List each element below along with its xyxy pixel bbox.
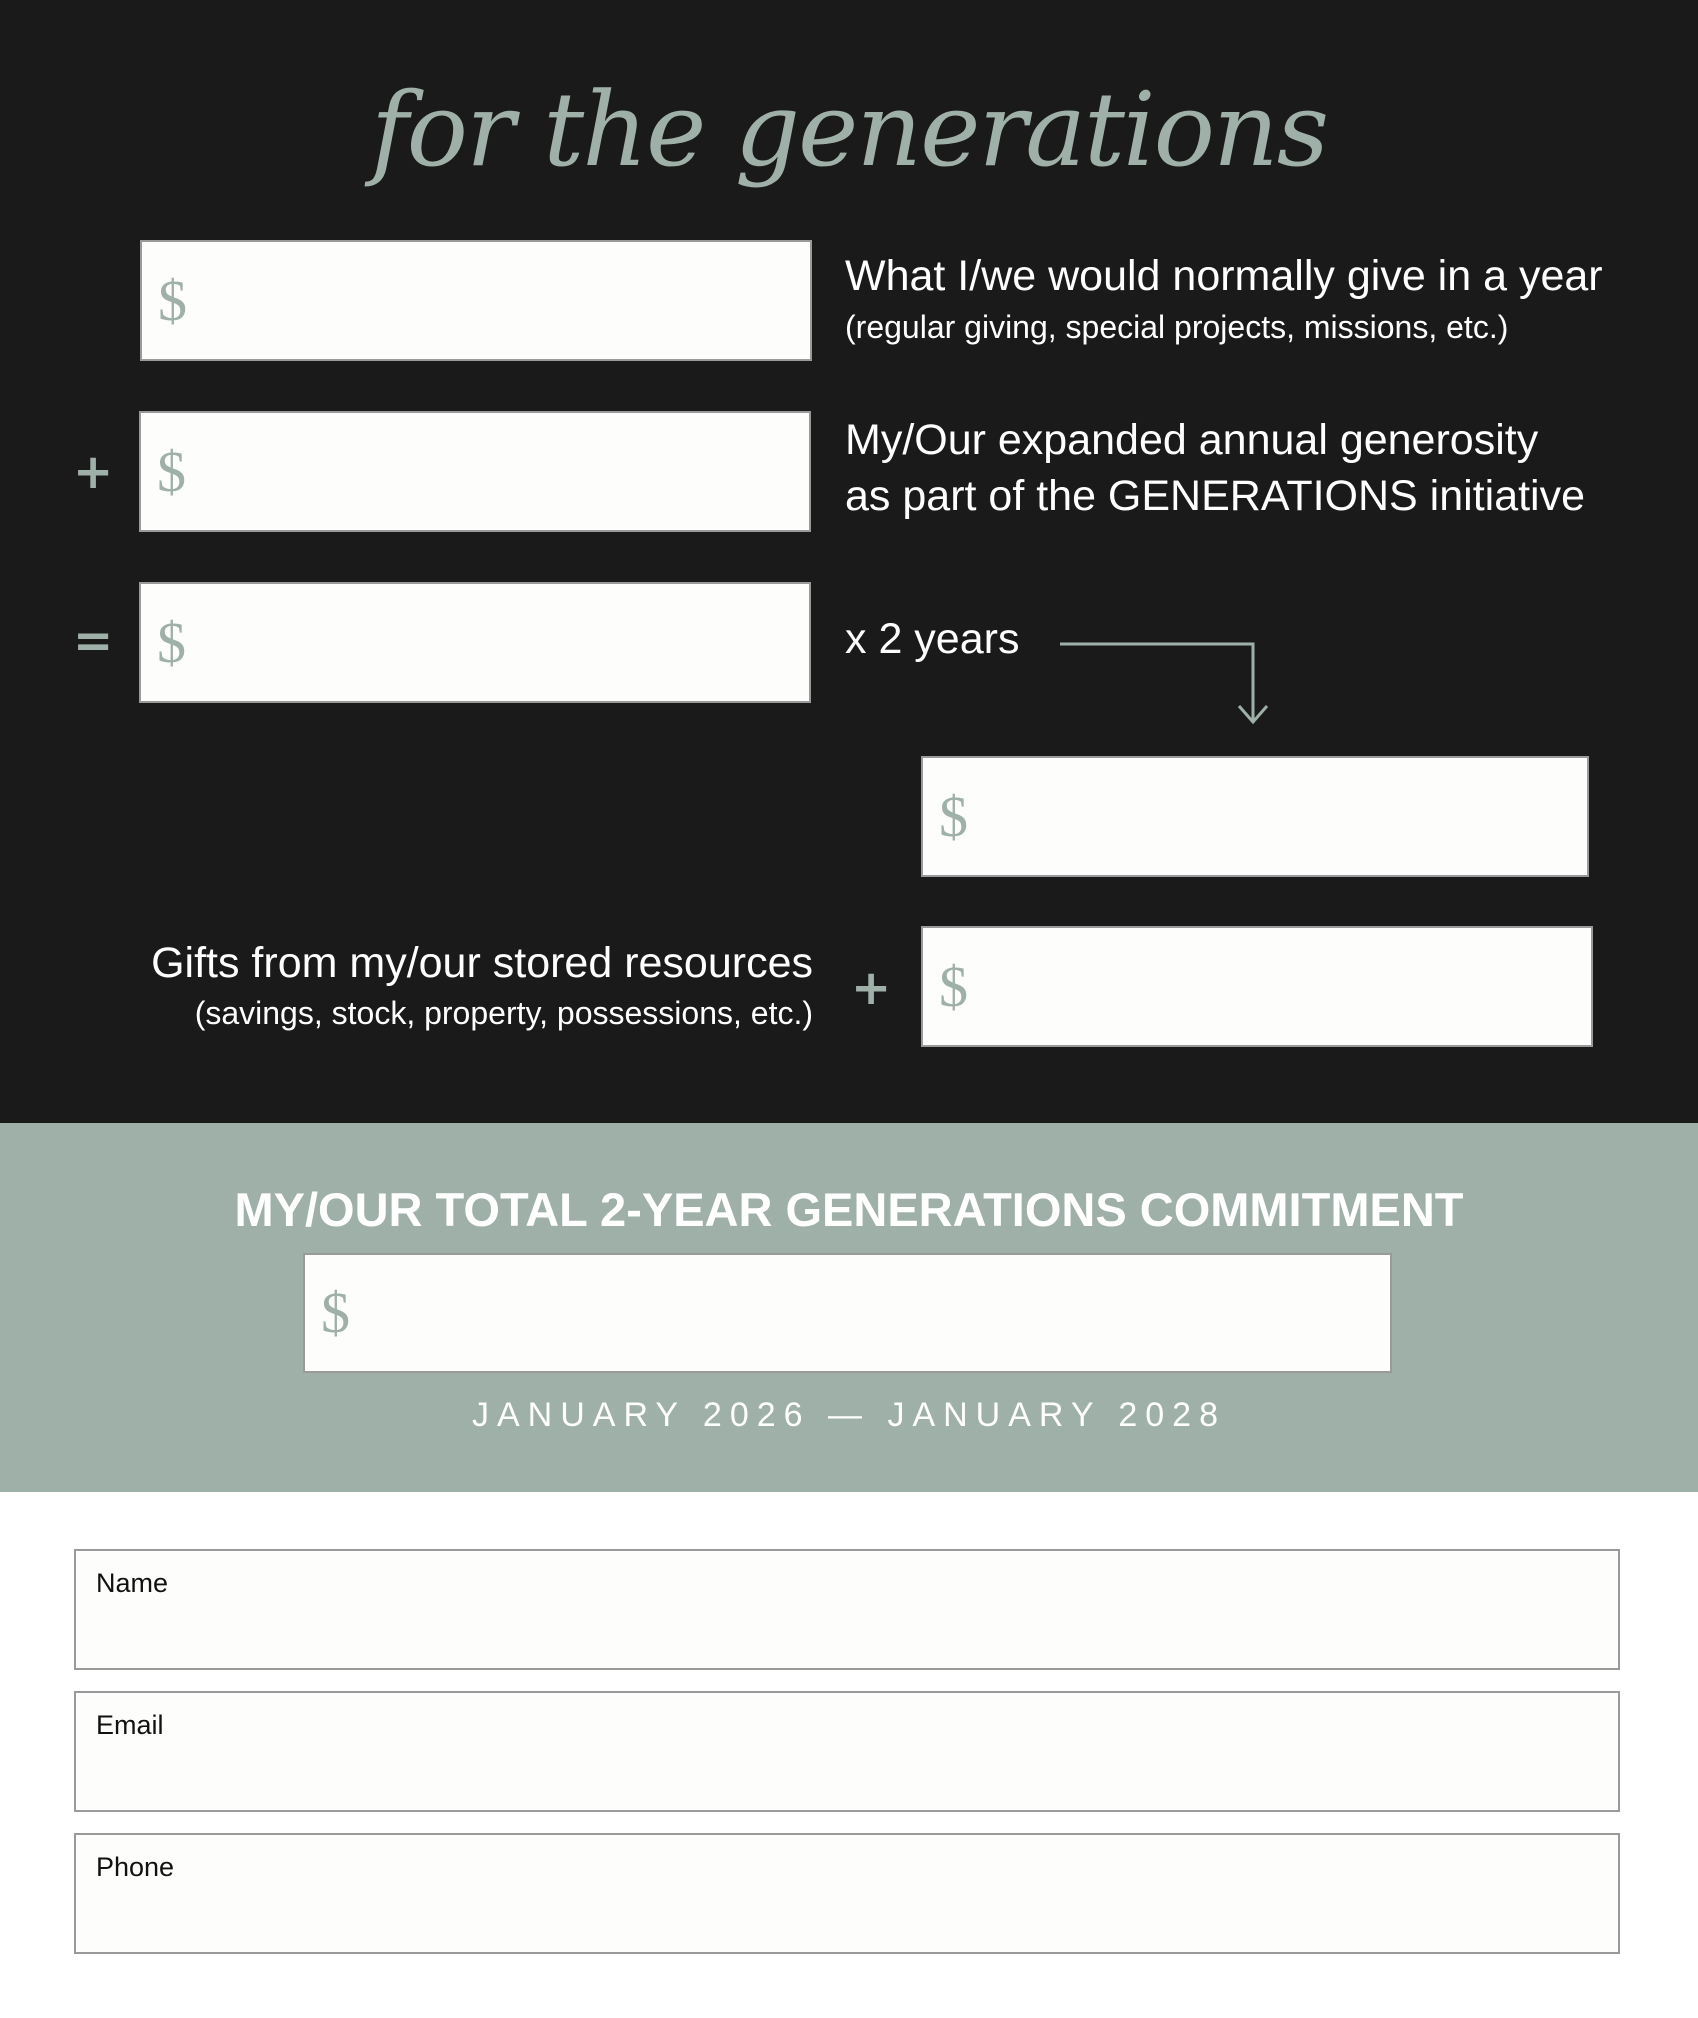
email-field[interactable] — [74, 1691, 1620, 1812]
phone-field[interactable] — [74, 1833, 1620, 1954]
expanded-generosity-label-line2: as part of the GENERATIONS initiative — [845, 472, 1586, 520]
name-field[interactable] — [74, 1549, 1620, 1670]
phone-field-label: Phone — [96, 1852, 175, 1882]
total-commitment-input[interactable] — [303, 1253, 1392, 1373]
plus-operator: + — [73, 444, 114, 500]
commitment-title: MY/OUR TOTAL 2-YEAR GENERATIONS COMMITMENT — [234, 1183, 1464, 1236]
expanded-generosity-input[interactable] — [139, 411, 811, 532]
expanded-generosity-label-line1: My/Our expanded annual generosity — [845, 416, 1539, 464]
page-title: for the generations — [370, 71, 1328, 190]
plus-operator: + — [851, 960, 892, 1016]
stored-resources-sublabel: (savings, stock, property, possessions, etc.) — [194, 995, 813, 1031]
name-field-label: Name — [96, 1568, 169, 1598]
dollar-sign: $ — [321, 1280, 350, 1345]
email-field-label: Email — [96, 1710, 164, 1740]
multiplier-label: x 2 years — [845, 615, 1020, 663]
two-year-total-input[interactable] — [921, 756, 1589, 877]
dollar-sign: $ — [158, 267, 187, 333]
equals-operator: = — [73, 613, 114, 669]
normal-giving-label: What I/we would normally give in a year — [845, 252, 1603, 300]
annual-total-input[interactable] — [139, 582, 811, 703]
normal-giving-input[interactable] — [140, 240, 812, 361]
dollar-sign: $ — [157, 609, 186, 675]
stored-resources-input[interactable] — [921, 926, 1593, 1047]
dollar-sign: $ — [157, 438, 186, 504]
commitment-dates: JANUARY 2026 — JANUARY 2028 — [472, 1396, 1226, 1434]
dollar-sign: $ — [939, 783, 968, 849]
stored-resources-label: Gifts from my/our stored resources — [151, 939, 813, 987]
dollar-sign: $ — [939, 953, 968, 1019]
normal-giving-sublabel: (regular giving, special projects, missions, etc.) — [845, 309, 1509, 345]
arrow-down-icon — [1058, 630, 1278, 730]
